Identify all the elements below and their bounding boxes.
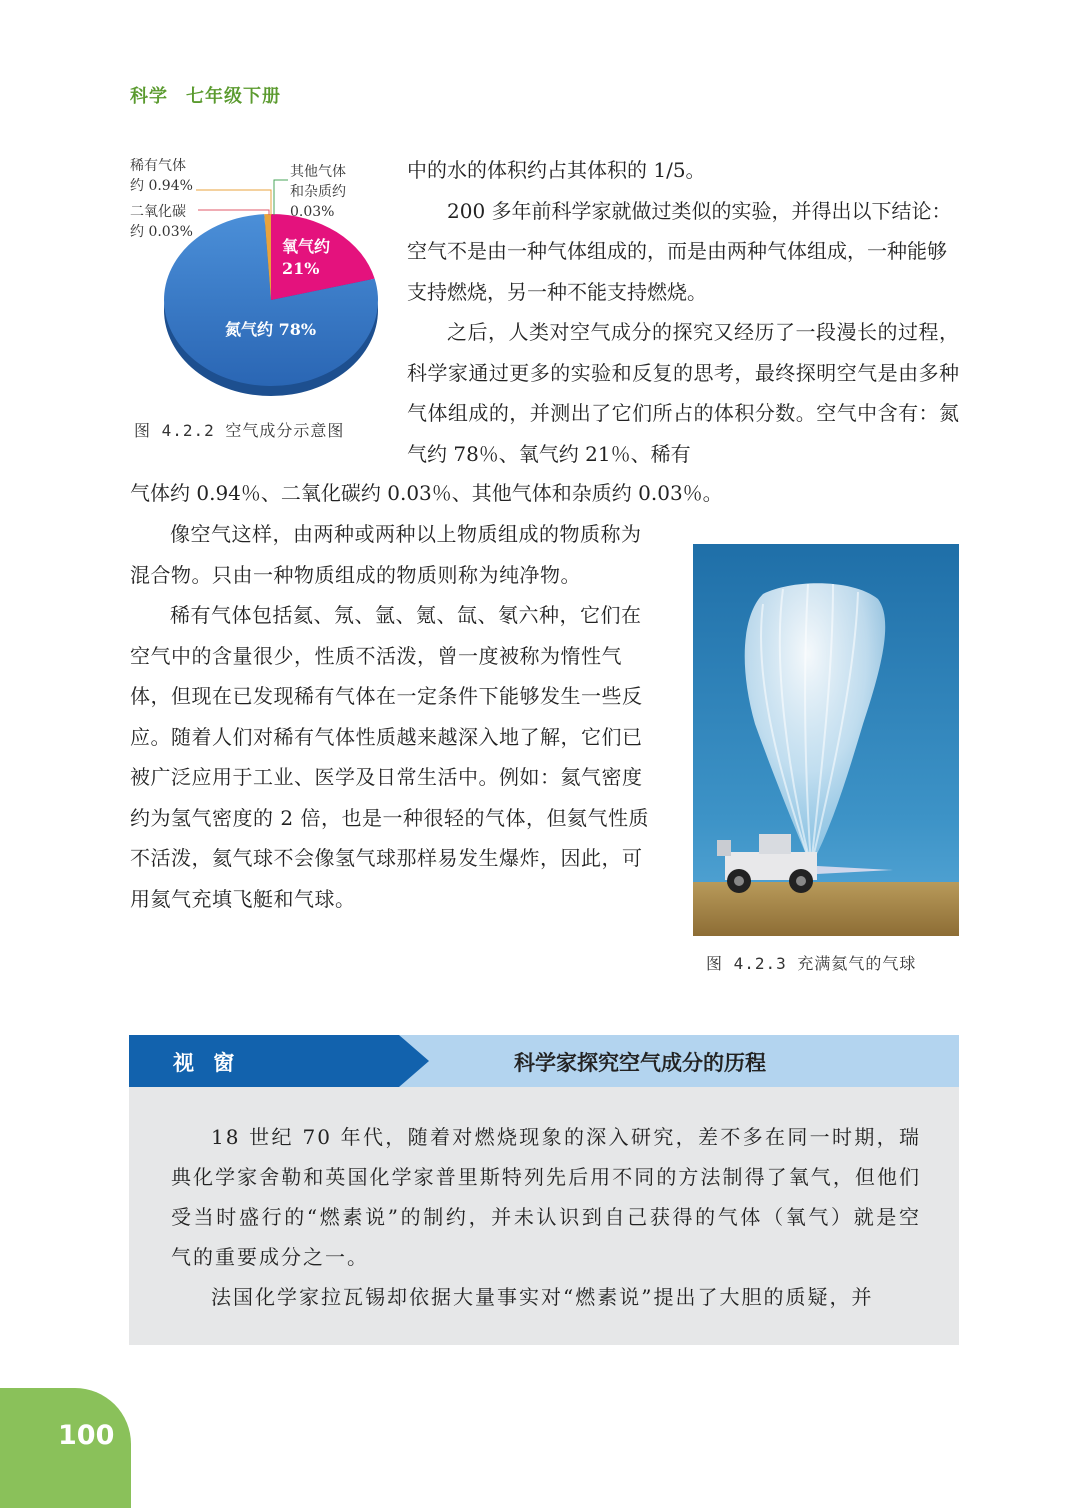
label-rare-gas: 稀有气体 约 0.94%: [130, 158, 193, 194]
paragraph-1: 中的水的体积约占其体积的 1/5。: [407, 158, 706, 182]
window-header: [129, 1035, 959, 1087]
body-text-lower: [130, 514, 660, 919]
balloon-illustration: [693, 544, 959, 936]
paragraph-3a: 之后，人类对空气成分的探究又经历了一段漫长的过程，科学家通过更多的实验和反复的思考，最终探明空气是由多种气体组成的，并测出了它们所占的体积分数。空气中含有：氮气约 78％、氧气约 21％、稀有: [407, 320, 959, 466]
window-paragraph-2: 法国化学家拉瓦锡却依据大量事实对“燃素说”提出了大胆的质疑，并: [211, 1285, 874, 1309]
helium-balloon-photo: [693, 544, 959, 936]
label-oxygen: 氧气约 21%: [282, 237, 331, 278]
leader-line-rare: [196, 190, 271, 215]
body-text-upper: [407, 150, 959, 474]
window-paragraph-1: 18 世纪 70 年代，随着对燃烧现象的深入研究，差不多在同一时期，瑞典化学家舍勒和英国化学家普里斯特列先后用不同的方法制得了氧气，但他们受当时盛行的“燃素说”的制约，并未认识到自己获得的气体（氧气）就是空气的重要成分之一。: [171, 1125, 921, 1269]
paragraph-3b: 气体约 0.94％、二氧化碳约 0.03％、其他气体和杂质约 0.03％。: [130, 481, 723, 505]
window-body: [129, 1087, 959, 1345]
running-header: [130, 82, 281, 108]
window-tab-label: 视 窗: [173, 1051, 241, 1075]
label-nitrogen: 氮气约 78%: [225, 320, 317, 339]
window-title: 科学家探究空气成分的历程: [514, 1051, 766, 1075]
leader-line-other: [274, 180, 288, 215]
label-co2: 二氧化碳 约 0.03%: [130, 204, 193, 240]
header-grade: 七年级下册: [186, 86, 281, 107]
paragraph-2: 200 多年前科学家就做过类似的实验，并得出以下结论：空气不是由一种气体组成的，而是由两种气体组成，一种能够支持燃烧，另一种不能支持燃烧。: [407, 198, 952, 304]
figure-caption-4-2-2: 图 4.2.2 空气成分示意图: [134, 421, 345, 440]
leader-line-co2: [198, 210, 269, 215]
window-text: [171, 1117, 921, 1317]
air-composition-figure: [128, 150, 398, 450]
paragraph-4: 像空气这样，由两种或两种以上物质组成的物质称为混合物。只由一种物质组成的物质则称为纯净物。: [130, 522, 642, 587]
header-subject: 科学: [130, 86, 168, 107]
figure-caption-4-2-3: 图 4.2.3 充满氦气的气球: [706, 954, 917, 973]
label-other-gases: 其他气体 和杂质约 0.03%: [290, 164, 346, 220]
paragraph-5: 稀有气体包括氦、氖、氩、氪、氙、氡六种，它们在空气中的含量很少，性质不活泼，曾一度被称为惰性气体，但现在已发现稀有气体在一定条件下能够发生一些反应。随着人们对稀有气体性质越来越深入地了解，它们已被广泛应用于工业、医学及日常生活中。例如：氦气密度约为氢气密度的 2 倍，也是一种很轻的气体，但氦气性质不活泼，氦气球不会像氢气球那样易发生爆炸，因此，可用氦气充填飞艇和气球。: [130, 603, 649, 911]
page-number: 100: [58, 1420, 115, 1451]
